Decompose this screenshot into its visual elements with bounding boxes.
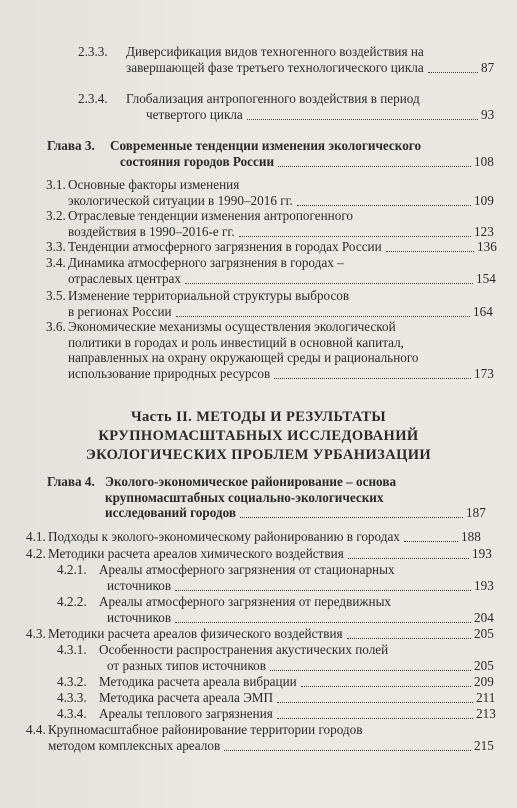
- toc-page-number: 213: [476, 706, 496, 721]
- toc-entry-title-line: воздействия в 1990–2016-е гг.: [68, 223, 235, 239]
- toc-entry-title-line: источников: [107, 609, 172, 625]
- toc-entry-title-line: завершающей фазе третьего технологического цикла: [126, 59, 424, 75]
- toc-entry-title-line: Ареалы атмосферного загрязнения от стационарных: [99, 562, 395, 577]
- leader-dots: [274, 378, 471, 379]
- toc-entry-title-line: Методики расчета ареалов химического воздействия: [48, 546, 344, 561]
- toc-page-number: 123: [474, 223, 494, 239]
- toc-entry-title-line: от разных типов источников: [107, 657, 266, 673]
- toc-page-number: 193: [474, 577, 494, 593]
- toc-entry-title-line: Подходы к эколого-экономическому районированию в городах: [48, 529, 400, 544]
- toc-entry-number: 3.2.: [46, 208, 66, 223]
- leader-dots: [348, 558, 469, 559]
- toc-entry-title-line: Ареалы атмосферного загрязнения от передвижных: [99, 594, 392, 609]
- toc-page-number: 205: [474, 626, 494, 641]
- toc-entry-number: 2.3.3.: [78, 44, 108, 59]
- leader-dots: [240, 517, 463, 518]
- leader-dots: [224, 750, 471, 751]
- toc-page-number: 108: [474, 153, 494, 169]
- toc-page-number: 173: [474, 365, 494, 381]
- leader-dots: [347, 638, 471, 639]
- toc-entry-number: 4.3.: [26, 626, 46, 641]
- toc-entry-title-line: Методика расчета ареала вибрации: [99, 674, 297, 689]
- toc-entry-title-line: четвертого цикла: [146, 106, 243, 122]
- leader-dots: [175, 590, 471, 591]
- toc-entry-number: 4.4.: [26, 722, 46, 737]
- toc-page-number: 211: [476, 690, 496, 705]
- leader-dots: [404, 541, 458, 542]
- toc-page-number: 164: [473, 303, 493, 319]
- leader-dots: [239, 236, 471, 237]
- leader-dots: [175, 622, 471, 623]
- toc-entry-number: 4.3.4.: [57, 706, 87, 721]
- toc-entry-number: 4.2.: [26, 546, 46, 561]
- toc-entry-title-line: состояния городов России: [120, 153, 275, 169]
- toc-entry-number: 3.4.: [46, 255, 66, 270]
- toc-entry-title-line: Методики расчета ареалов физического воздействия: [48, 626, 343, 641]
- toc-entry-number: 4.2.1.: [57, 562, 87, 577]
- toc-page-number: 215: [474, 737, 494, 753]
- toc-entry-title-line: Ареалы теплового загрязнения: [99, 706, 273, 721]
- toc-page-number: 193: [472, 546, 492, 561]
- toc-page-number: 136: [477, 239, 497, 254]
- leader-dots: [301, 686, 471, 687]
- leader-dots: [277, 718, 473, 719]
- toc-entry-title-line: Особенности распространения акустических полей: [99, 642, 389, 657]
- toc-entry-title-line: Экономические механизмы осуществления экологической: [68, 319, 396, 334]
- leader-dots: [247, 119, 478, 120]
- toc-entry-number: Глава 4.: [47, 474, 95, 489]
- toc-entry-title-line: методом комплексных ареалов: [48, 737, 221, 753]
- toc-entry-number: 4.3.3.: [57, 690, 87, 705]
- toc-entry-title-line: Динамика атмосферного загрязнения в городах –: [68, 255, 344, 270]
- toc-entry-title-line: крупномасштабных социально-экологических: [105, 489, 384, 505]
- toc-entry-title-line: исследований городов: [105, 505, 236, 520]
- toc-page-number: 204: [474, 609, 494, 625]
- toc-entry-title-line: отраслевых центрах: [68, 270, 181, 286]
- leader-dots: [270, 670, 471, 671]
- toc-entry-title-line: Диверсификация видов техногенного воздействия на: [126, 44, 424, 59]
- toc-page-number: 187: [466, 505, 486, 520]
- toc-entry-title-line: Эколого-экономическое районирование – основа: [105, 474, 397, 489]
- leader-dots: [297, 205, 471, 206]
- leader-dots: [277, 702, 473, 703]
- part-heading-line-2: КРУПНОМАСШТАБНЫХ ИССЛЕДОВАНИЙ: [98, 428, 419, 444]
- toc-entry-number: 3.5.: [46, 288, 66, 303]
- toc-page-number: 188: [461, 529, 481, 544]
- toc-entry-title-line: Основные факторы изменения: [68, 177, 240, 192]
- leader-dots: [386, 251, 474, 252]
- toc-entry-title-line: направленных на охрану окружающей среды и рационального: [68, 350, 419, 365]
- toc-entry-number: 4.2.2.: [57, 594, 87, 609]
- toc-entry-title-line: использование природных ресурсов: [68, 365, 271, 381]
- leader-dots: [428, 72, 478, 73]
- toc-page-number: 205: [474, 657, 494, 673]
- part-heading-line-3: ЭКОЛОГИЧЕСКИХ ПРОБЛЕМ УРБАНИЗАЦИИ: [85, 447, 432, 463]
- toc-entry-number: 4.3.2.: [57, 674, 87, 689]
- toc-entry-number: Глава 3.: [47, 138, 95, 153]
- toc-entry-number: 3.6.: [46, 319, 66, 334]
- leader-dots: [176, 316, 470, 317]
- toc-entry-title-line: источников: [107, 577, 172, 593]
- toc-page-number: 209: [474, 674, 494, 689]
- toc-page-number: 154: [476, 270, 496, 286]
- toc-entry-title-line: Крупномасштабное районирование территории городов: [48, 722, 363, 737]
- toc-entry-number: 4.3.1.: [57, 642, 87, 657]
- toc-entry-title-line: Отраслевые тенденции изменения антропогенного: [68, 208, 353, 223]
- part-heading-line-1: Часть II. МЕТОДЫ И РЕЗУЛЬТАТЫ: [130, 409, 387, 425]
- toc-entry-title-line: в регионах России: [68, 303, 172, 319]
- toc-entry-title-line: Современные тенденции изменения экологического: [110, 138, 422, 153]
- leader-dots: [278, 166, 471, 167]
- toc-entry-number: 3.1.: [46, 177, 66, 192]
- toc-entry-number: 4.1.: [26, 529, 46, 544]
- leader-dots: [185, 283, 473, 284]
- toc-entry-title-line: политики в городах и роль инвестиций в основной капитал,: [68, 334, 404, 350]
- toc-entry-title-line: экологической ситуации в 1990–2016 гг.: [68, 192, 293, 208]
- toc-entry-title-line: Глобализация антропогенного воздействия в период: [126, 91, 420, 106]
- toc-entry-title-line: Методика расчета ареала ЭМП: [99, 690, 274, 705]
- toc-page-number: 109: [474, 192, 494, 208]
- toc-entry-number: 3.3.: [46, 239, 66, 254]
- toc-entry-number: 2.3.4.: [78, 91, 108, 106]
- toc-entry-title-line: Тенденции атмосферного загрязнения в городах России: [68, 239, 382, 254]
- toc-page-number: 87: [481, 59, 495, 75]
- toc-page-number: 93: [481, 106, 495, 122]
- toc-entry-title-line: Изменение территориальной структуры выбросов: [68, 288, 350, 303]
